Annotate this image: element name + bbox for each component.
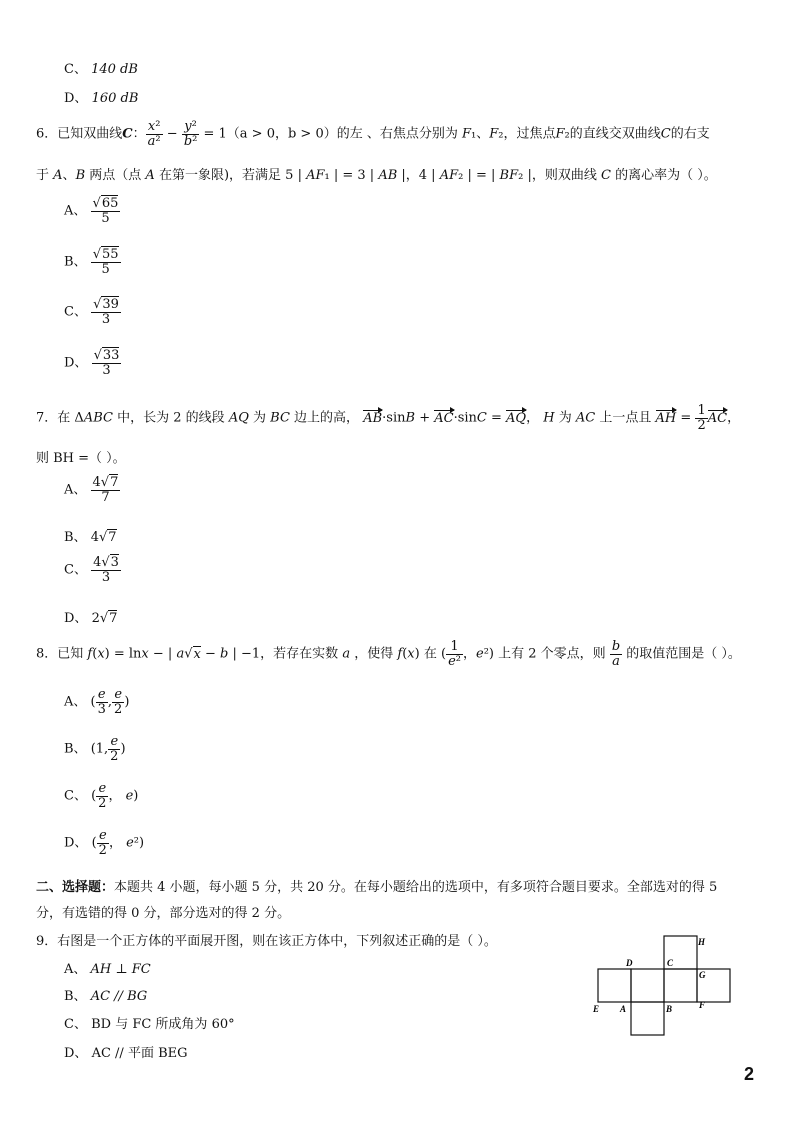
q9-option-c: C、 BD 与 FC 所成角为 60° [64,1017,235,1032]
q6-stem-line2: 于 A、B 两点（点 A 在第一象限)，若满足 5 | AF₁ | = 3 | AB |，4 | AF₂ | = | BF₂ |，则双曲线 C 的离心率为（ ）。 [36,168,717,183]
q8-option-b: B、 (1, $\frac{e}{2}$ ) [64,734,126,764]
net-face-bottom [631,1002,664,1035]
net-label-h: H [698,937,706,947]
net-label-d: D [626,958,633,968]
q8-option-d: D、 ( $\frac{e}{2}$ ， e²) [64,828,145,858]
net-face-2 [631,969,664,1002]
page-number: 2 [744,1064,755,1084]
q9-option-b: B、 AC // BG [64,989,148,1004]
net-label-b: B [666,1004,673,1014]
q6-option-c: C、 $\frac{√39}{3}$ [64,297,119,327]
q6-option-a: A、 $\frac{√65}{5}$ [64,196,119,226]
q5-option-c: C、 140 dB [64,62,138,77]
q5-option-d: D、 160 dB [64,91,139,106]
q7-option-d: D、 2√7 [64,611,118,626]
net-face-3 [664,969,697,1002]
net-face-1 [598,969,631,1002]
q7-stem-line1: 7．在 ΔABC 中，长为 2 的线段 AQ 为 BC 边上的高， AB·sinB + AC·sinC = AQ， H 为 AC 上一点且 AH = $\frac{1}{2}$ AC， [36,403,741,433]
net-label-a: A [620,1004,627,1014]
section2-title: 二、选择题： [36,880,115,895]
net-label-g: G [699,970,706,980]
net-label-e: E [593,1004,600,1014]
q8-option-a: A、 ( $\frac{e}{3}$ , $\frac{e}{2}$ ) [64,687,130,717]
section2-line1: 二、选择题：本题共 4 小题，每小题 5 分，共 20 分。在每小题给出的选项中，有多项符合题目要求。全部选对的得 5 [36,880,718,895]
q7-option-b: B、 4√7 [64,530,117,545]
q6-option-d: D、 $\frac{√33}{3}$ [64,348,120,378]
q6-option-b: B、 $\frac{√55}{5}$ [64,247,119,277]
q9-stem: 9．右图是一个正方体的平面展开图，则在该正方体中，下列叙述正确的是（ ）。 [36,934,497,949]
q6-stem-line1: 6．已知双曲线C： $\frac{\text{x²}}{\text{a²}}$ − $\frac{\text{y²}}{\text{b²}}$ = 1（a > 0，b > 0）的左 、右焦点分别为 F₁、F₂，过焦点F₂的直线交双曲线C的右支 [36,119,710,149]
cube-net-figure [588,930,738,1040]
q9-option-d: D、 AC // 平面 BEG [64,1046,188,1061]
q7-option-a: A、 $\frac{4√7}{7}$ [64,475,119,505]
q9-option-a: A、 AH ⊥ FC [64,962,151,977]
net-label-f: F [699,1000,706,1010]
q7-stem-line2: 则 BH =（ ）。 [36,451,126,466]
section2-line2: 分，有选错的得 0 分，部分选对的得 2 分。 [36,906,291,921]
q8-stem: 8．已知 f(x) = lnx − | a√x − b | −1，若存在实数 a ，使得 f(x) 在 ( $\frac{1}{\text{e²}}$ ，e²) 上有 2 个零点，则 $\frac{b}{a}$ 的取值范围是（ ）。 [36,639,741,669]
q8-option-c: C、 ( $\frac{e}{2}$ ， e) [64,781,139,811]
net-label-c: C [667,958,674,968]
q7-option-c: C、 $\frac{4√3}{3}$ [64,555,119,585]
